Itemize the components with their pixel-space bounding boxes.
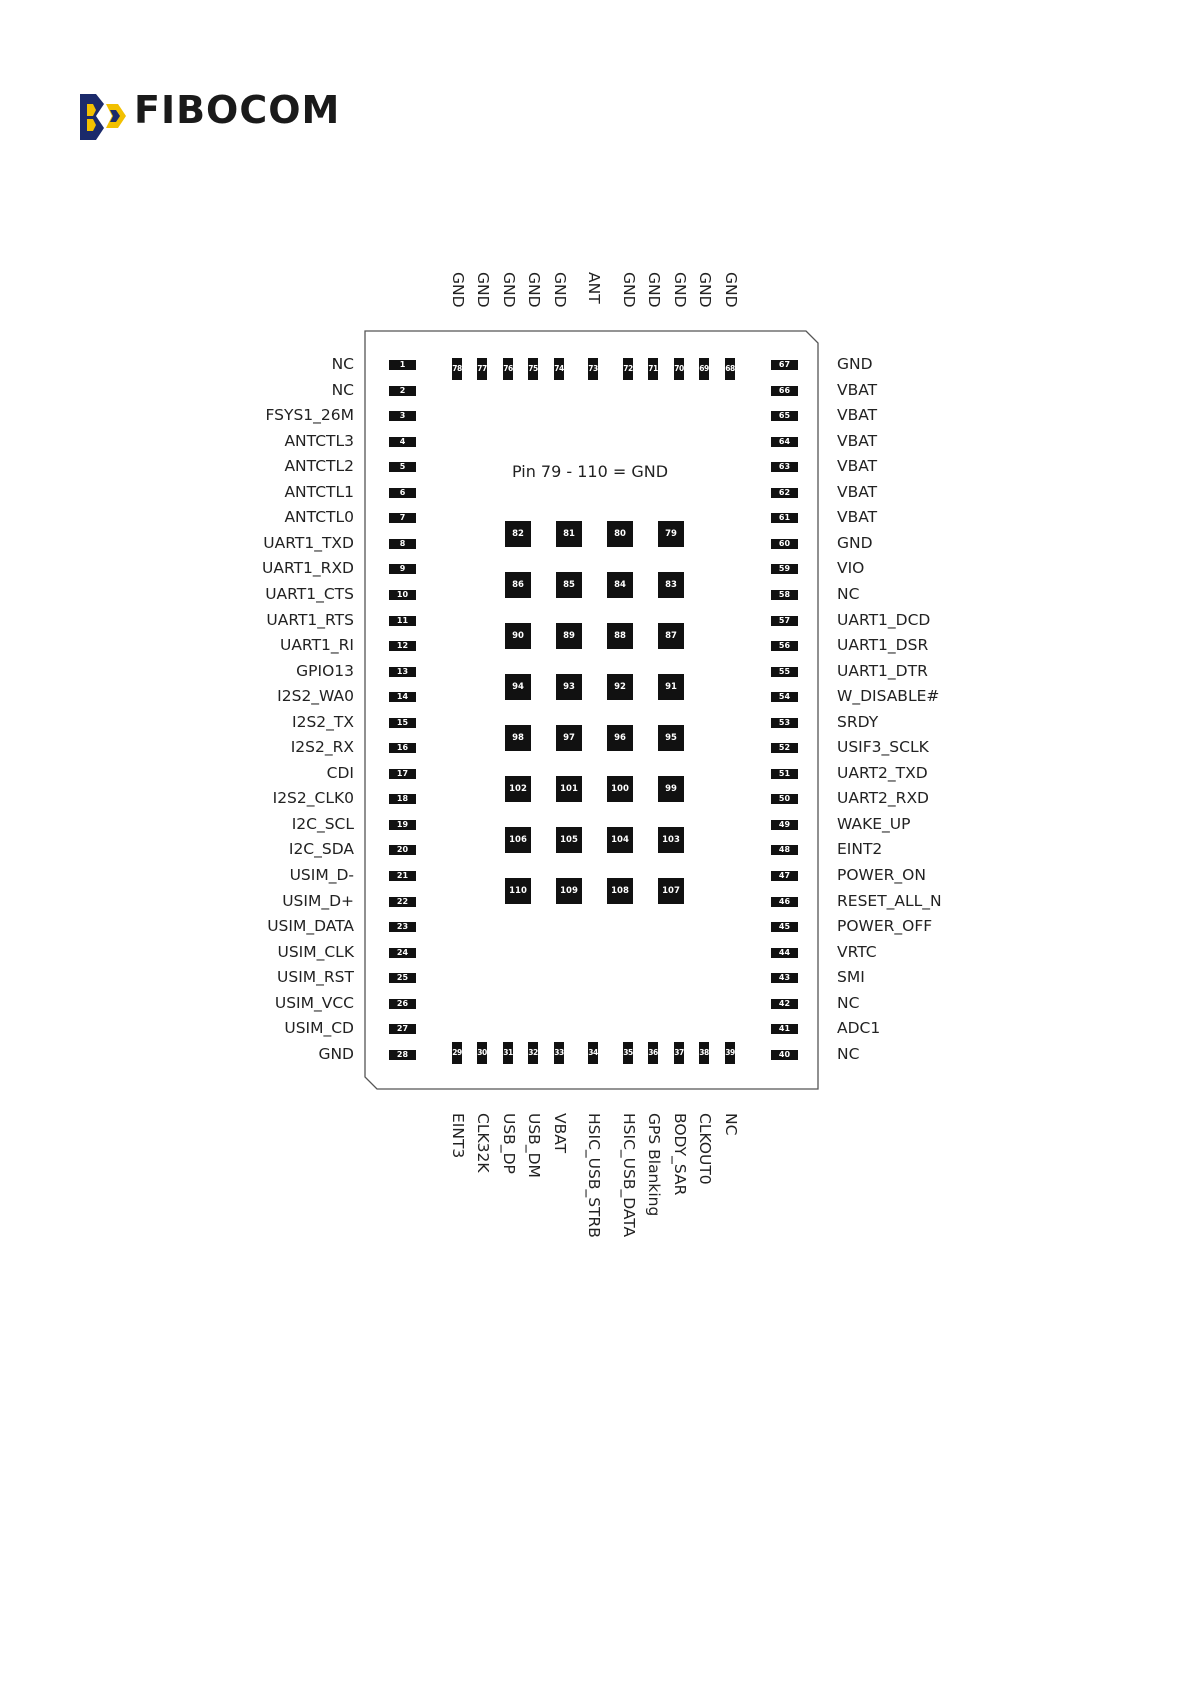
gnd-pad-92: 92 bbox=[607, 674, 633, 700]
gnd-pad-107: 107 bbox=[658, 878, 684, 904]
gnd-pad-86: 86 bbox=[505, 572, 531, 598]
pin-pad-36: 36 bbox=[648, 1042, 658, 1064]
pin-label-67: GND bbox=[837, 355, 873, 373]
pin-label-40: NC bbox=[837, 1044, 860, 1063]
pin-pad-59: 59 bbox=[771, 564, 798, 574]
pin-pad-47: 47 bbox=[771, 871, 798, 881]
pin-pad-3: 3 bbox=[389, 411, 416, 421]
pin-label-50: UART2_RXD bbox=[837, 789, 929, 808]
pin-label-16: I2S2_RX bbox=[290, 738, 354, 757]
gnd-pad-95: 95 bbox=[658, 725, 684, 751]
pin-label-62: VBAT bbox=[837, 482, 878, 501]
gnd-pad-109: 109 bbox=[556, 878, 582, 904]
pin-pad-27: 27 bbox=[389, 1024, 416, 1034]
pin-label-12: UART1_RI bbox=[279, 636, 354, 655]
pin-label-34: HSIC_USB_STRB bbox=[585, 1113, 603, 1238]
pin-label-61: VBAT bbox=[837, 508, 878, 527]
pin-pad-70: 70 bbox=[674, 358, 684, 380]
pin-pad-66: 66 bbox=[771, 386, 798, 396]
pin-label-6: ANTCTL1 bbox=[284, 482, 354, 501]
pin-pad-38: 38 bbox=[699, 1042, 709, 1064]
pin-pad-46: 46 bbox=[771, 897, 798, 907]
pin-label-9: UART1_RXD bbox=[262, 559, 354, 578]
pin-label-10: UART1_CTS bbox=[265, 584, 354, 603]
pin-pad-53: 53 bbox=[771, 718, 798, 728]
pin-label-7: ANTCTL0 bbox=[284, 508, 354, 527]
pin-label-47: POWER_ON bbox=[837, 866, 926, 884]
pin-label-66: VBAT bbox=[837, 380, 878, 399]
pin-label-32: USB_DM bbox=[525, 1113, 543, 1178]
pin-pad-63: 63 bbox=[771, 462, 798, 472]
pin-label-45: POWER_OFF bbox=[837, 917, 933, 936]
pin-label-42: NC bbox=[837, 993, 860, 1012]
pin-label-22: USIM_D+ bbox=[282, 891, 354, 910]
pin-pad-17: 17 bbox=[389, 769, 416, 779]
pin-pad-4: 4 bbox=[389, 437, 416, 447]
pin-pad-11: 11 bbox=[389, 616, 416, 626]
pin-pad-37: 37 bbox=[674, 1042, 684, 1064]
pin-pad-15: 15 bbox=[389, 718, 416, 728]
pin-label-28: GND bbox=[318, 1044, 354, 1063]
pin-pad-77: 77 bbox=[477, 358, 487, 380]
gnd-pad-105: 105 bbox=[556, 827, 582, 853]
pin-pad-9: 9 bbox=[389, 564, 416, 574]
pin-pad-33: 33 bbox=[554, 1042, 564, 1064]
pin-pad-43: 43 bbox=[771, 973, 798, 983]
pin-label-78: GND bbox=[449, 272, 467, 308]
pin-pad-73: 73 bbox=[588, 358, 598, 380]
pin-pad-39: 39 bbox=[725, 1042, 735, 1064]
gnd-pad-98: 98 bbox=[505, 725, 531, 751]
pin-label-8: UART1_TXD bbox=[263, 533, 354, 552]
gnd-pad-87: 87 bbox=[658, 623, 684, 649]
gnd-pad-97: 97 bbox=[556, 725, 582, 751]
pin-label-15: I2S2_TX bbox=[292, 712, 354, 731]
pin-pad-23: 23 bbox=[389, 922, 416, 932]
pin-pad-60: 60 bbox=[771, 539, 798, 549]
pin-pad-22: 22 bbox=[389, 897, 416, 907]
gnd-pad-108: 108 bbox=[607, 878, 633, 904]
pin-label-63: VBAT bbox=[837, 457, 878, 476]
gnd-pad-93: 93 bbox=[556, 674, 582, 700]
pin-pad-24: 24 bbox=[389, 948, 416, 958]
pin-label-41: ADC1 bbox=[837, 1019, 881, 1038]
pin-pad-13: 13 bbox=[389, 667, 416, 677]
pin-pad-54: 54 bbox=[771, 692, 798, 702]
pin-label-30: CLK32K bbox=[474, 1113, 492, 1173]
gnd-pad-83: 83 bbox=[658, 572, 684, 598]
pin-label-69: GND bbox=[696, 272, 714, 308]
pin-label-51: UART2_TXD bbox=[837, 763, 928, 782]
gnd-pad-82: 82 bbox=[505, 521, 531, 547]
pin-label-38: CLKOUT0 bbox=[696, 1113, 714, 1185]
pin-pad-49: 49 bbox=[771, 820, 798, 830]
pin-label-55: UART1_DTR bbox=[837, 661, 928, 680]
pin-pad-10: 10 bbox=[389, 590, 416, 600]
pin-pad-16: 16 bbox=[389, 743, 416, 753]
pin-label-77: GND bbox=[474, 272, 492, 308]
pin-label-64: VBAT bbox=[837, 431, 878, 450]
pin-pad-18: 18 bbox=[389, 794, 416, 804]
pin-label-18: I2S2_CLK0 bbox=[272, 789, 354, 808]
pin-label-70: GND bbox=[671, 272, 689, 308]
pin-pad-35: 35 bbox=[623, 1042, 633, 1064]
pin-pad-40: 40 bbox=[771, 1050, 798, 1060]
pin-label-2: NC bbox=[331, 380, 354, 399]
pin-pad-29: 29 bbox=[452, 1042, 462, 1064]
pin-pad-67: 67 bbox=[771, 360, 798, 370]
pin-label-33: VBAT bbox=[551, 1113, 569, 1154]
pin-label-11: UART1_RTS bbox=[266, 610, 354, 629]
pin-label-53: SRDY bbox=[837, 712, 879, 731]
pin-pad-8: 8 bbox=[389, 539, 416, 549]
pin-label-48: EINT2 bbox=[837, 840, 883, 859]
pin-pad-69: 69 bbox=[699, 358, 709, 380]
gnd-pad-104: 104 bbox=[607, 827, 633, 853]
pin-label-74: GND bbox=[551, 272, 569, 308]
pin-pad-61: 61 bbox=[771, 513, 798, 523]
pin-pad-44: 44 bbox=[771, 948, 798, 958]
pin-label-36: GPS Blanking bbox=[645, 1113, 663, 1217]
gnd-pad-88: 88 bbox=[607, 623, 633, 649]
pin-pad-78: 78 bbox=[452, 358, 462, 380]
gnd-pad-102: 102 bbox=[505, 776, 531, 802]
pin-label-71: GND bbox=[645, 272, 663, 308]
pin-label-23: USIM_DATA bbox=[267, 917, 354, 936]
pin-label-59: VIO bbox=[837, 559, 865, 578]
pin-pad-62: 62 bbox=[771, 488, 798, 498]
pin-label-29: EINT3 bbox=[449, 1113, 467, 1159]
pin-pad-7: 7 bbox=[389, 513, 416, 523]
pin-label-44: VRTC bbox=[837, 942, 877, 961]
gnd-pad-79: 79 bbox=[658, 521, 684, 547]
pin-pad-41: 41 bbox=[771, 1024, 798, 1034]
pin-label-65: VBAT bbox=[837, 406, 878, 425]
pin-label-57: UART1_DCD bbox=[837, 610, 931, 629]
pin-label-5: ANTCTL2 bbox=[284, 457, 354, 476]
pin-pad-21: 21 bbox=[389, 871, 416, 881]
pin-pad-5: 5 bbox=[389, 462, 416, 472]
pin-pad-58: 58 bbox=[771, 590, 798, 600]
gnd-pad-91: 91 bbox=[658, 674, 684, 700]
pin-label-35: HSIC_USB_DATA bbox=[620, 1113, 638, 1238]
pin-pad-1: 1 bbox=[389, 360, 416, 370]
pin-label-54: W_DISABLE# bbox=[837, 687, 940, 706]
pin-label-72: GND bbox=[620, 272, 638, 308]
pin-label-68: GND bbox=[722, 272, 740, 308]
pin-pad-20: 20 bbox=[389, 845, 416, 855]
pin-label-37: BODY_SAR bbox=[671, 1113, 689, 1196]
pin-pad-42: 42 bbox=[771, 999, 798, 1009]
pin-label-27: USIM_CD bbox=[284, 1019, 354, 1038]
pin-label-4: ANTCTL3 bbox=[284, 431, 354, 450]
pin-pad-74: 74 bbox=[554, 358, 564, 380]
gnd-pad-110: 110 bbox=[505, 878, 531, 904]
pin-label-13: GPIO13 bbox=[296, 661, 354, 680]
pin-label-25: USIM_RST bbox=[277, 968, 354, 987]
pin-label-39: NC bbox=[722, 1113, 740, 1136]
pin-pad-12: 12 bbox=[389, 641, 416, 651]
pin-label-21: USIM_D- bbox=[289, 866, 354, 884]
gnd-pad-80: 80 bbox=[607, 521, 633, 547]
pin-label-73: ANT bbox=[585, 272, 603, 304]
pin-pad-31: 31 bbox=[503, 1042, 513, 1064]
pin-label-49: WAKE_UP bbox=[837, 814, 911, 833]
gnd-pad-90: 90 bbox=[505, 623, 531, 649]
gnd-pad-103: 103 bbox=[658, 827, 684, 853]
center-note: Pin 79 - 110 = GND bbox=[511, 462, 669, 481]
pin-pad-6: 6 bbox=[389, 488, 416, 498]
pin-pad-55: 55 bbox=[771, 667, 798, 677]
pin-pad-72: 72 bbox=[623, 358, 633, 380]
pin-label-46: RESET_ALL_N bbox=[837, 891, 942, 910]
pin-label-76: GND bbox=[500, 272, 518, 308]
pin-pad-75: 75 bbox=[528, 358, 538, 380]
pin-label-1: NC bbox=[331, 355, 354, 373]
pin-label-24: USIM_CLK bbox=[277, 942, 354, 961]
pin-pad-65: 65 bbox=[771, 411, 798, 421]
pin-pad-48: 48 bbox=[771, 845, 798, 855]
pin-pad-30: 30 bbox=[477, 1042, 487, 1064]
gnd-pad-99: 99 bbox=[658, 776, 684, 802]
pin-pad-14: 14 bbox=[389, 692, 416, 702]
pin-label-14: I2S2_WA0 bbox=[277, 687, 354, 706]
pin-label-52: USIF3_SCLK bbox=[837, 738, 929, 757]
pin-pad-25: 25 bbox=[389, 973, 416, 983]
pin-label-60: GND bbox=[837, 533, 873, 552]
gnd-pad-94: 94 bbox=[505, 674, 531, 700]
pin-pad-50: 50 bbox=[771, 794, 798, 804]
pin-pad-28: 28 bbox=[389, 1050, 416, 1060]
gnd-pad-84: 84 bbox=[607, 572, 633, 598]
pin-pad-45: 45 bbox=[771, 922, 798, 932]
pin-label-17: CDI bbox=[326, 763, 354, 782]
pin-pad-76: 76 bbox=[503, 358, 513, 380]
pin-label-19: I2C_SCL bbox=[291, 814, 354, 833]
gnd-pad-101: 101 bbox=[556, 776, 582, 802]
pin-label-3: FSYS1_26M bbox=[265, 406, 354, 425]
pin-pad-26: 26 bbox=[389, 999, 416, 1009]
gnd-pad-106: 106 bbox=[505, 827, 531, 853]
pin-pad-52: 52 bbox=[771, 743, 798, 753]
pin-label-75: GND bbox=[525, 272, 543, 308]
gnd-pad-89: 89 bbox=[556, 623, 582, 649]
gnd-pad-85: 85 bbox=[556, 572, 582, 598]
pin-pad-64: 64 bbox=[771, 437, 798, 447]
gnd-pad-100: 100 bbox=[607, 776, 633, 802]
pin-pad-2: 2 bbox=[389, 386, 416, 396]
pin-label-43: SMI bbox=[837, 968, 865, 987]
pin-pad-32: 32 bbox=[528, 1042, 538, 1064]
pin-label-26: USIM_VCC bbox=[274, 993, 354, 1012]
pin-pad-34: 34 bbox=[588, 1042, 598, 1064]
pin-pad-68: 68 bbox=[725, 358, 735, 380]
pin-pad-56: 56 bbox=[771, 641, 798, 651]
pin-pad-57: 57 bbox=[771, 616, 798, 626]
pin-pad-19: 19 bbox=[389, 820, 416, 830]
pin-pad-51: 51 bbox=[771, 769, 798, 779]
gnd-pad-96: 96 bbox=[607, 725, 633, 751]
pin-label-58: NC bbox=[837, 584, 860, 603]
pin-label-31: USB_DP bbox=[500, 1113, 518, 1174]
logo-wordmark: FIBOCOM bbox=[134, 88, 341, 132]
pin-pad-71: 71 bbox=[648, 358, 658, 380]
pin-label-20: I2C_SDA bbox=[288, 840, 354, 859]
pin-label-56: UART1_DSR bbox=[837, 636, 929, 655]
gnd-pad-81: 81 bbox=[556, 521, 582, 547]
